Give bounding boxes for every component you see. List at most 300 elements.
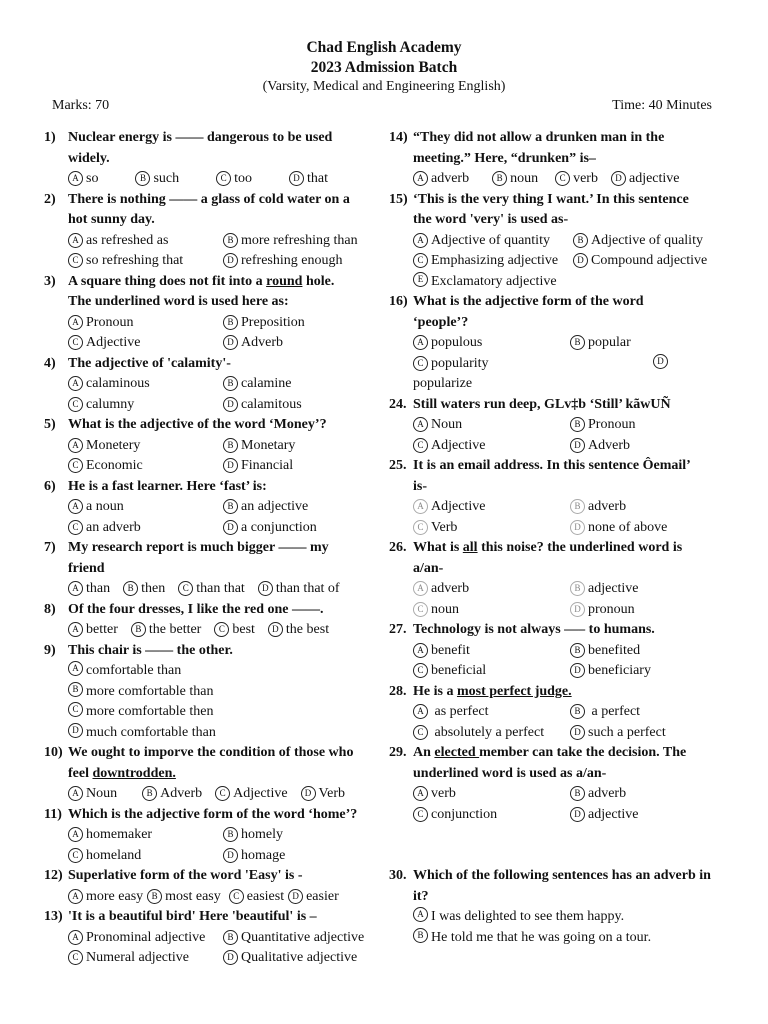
question-13: [44, 907, 378, 969]
question-text: He is a most perfect judge.: [413, 683, 572, 699]
options-row: [68, 374, 378, 395]
option[interactable]: C more comfortable then: [68, 702, 378, 723]
options-row: [68, 948, 378, 969]
option-marker: C: [413, 602, 428, 617]
option-marker: D: [223, 458, 238, 473]
option-marker: D: [301, 786, 316, 801]
underlined-word: round: [266, 273, 303, 289]
option[interactable]: A verb: [413, 784, 570, 805]
option[interactable]: D Qualitative adjective: [223, 948, 378, 969]
question-text: Still waters run deep, GLv‡b ‘Still’ kãwUÑ: [413, 396, 671, 412]
question-text: A square thing does not fit into a round hole. The underlined word is used here as:: [68, 273, 335, 309]
option[interactable]: B noun: [492, 169, 538, 190]
option[interactable]: C an adverb: [68, 518, 223, 539]
option-marker: C: [413, 520, 428, 535]
option-marker: D: [223, 950, 238, 965]
option[interactable]: A Adjective of quantity: [413, 231, 573, 252]
option[interactable]: A more easy: [68, 887, 143, 908]
option[interactable]: D calamitous: [223, 395, 378, 416]
option[interactable]: B the better: [131, 620, 201, 641]
underlined-word: most perfect judge.: [456, 683, 572, 699]
option[interactable]: A adverb: [413, 169, 469, 190]
option[interactable]: A as perfect: [413, 702, 570, 723]
question-text: What is all this noise? the underlined word is a/an-: [413, 540, 683, 576]
option[interactable]: C best: [214, 620, 255, 641]
option[interactable]: A Pronoun: [68, 313, 223, 334]
options-row: [413, 661, 727, 682]
option-marker: B: [68, 682, 83, 697]
option[interactable]: B most easy: [147, 887, 221, 908]
academy-title: Chad English Academy: [306, 39, 462, 56]
question-number: 13): [44, 909, 63, 924]
option-marker: C: [68, 253, 83, 268]
options-row: [68, 333, 378, 354]
option-marker: A: [413, 233, 428, 248]
option[interactable]: C too: [216, 169, 252, 190]
question-number: 6): [44, 478, 56, 494]
option-marker: D: [570, 725, 585, 740]
option-marker: A: [413, 581, 428, 596]
question-4: [44, 354, 378, 416]
option[interactable]: C Verb: [413, 518, 570, 539]
question-29: [389, 743, 727, 825]
option-marker: D: [653, 354, 668, 369]
question-text: Which is the adjective form of the word ‘home’?: [68, 806, 358, 822]
option[interactable]: B more refreshing than: [223, 231, 378, 252]
option-marker: D: [570, 663, 585, 678]
option[interactable]: A adverb: [413, 579, 570, 600]
option-marker: A: [68, 233, 83, 248]
options-row: [413, 805, 727, 826]
option[interactable]: C Emphasizing adjective: [413, 251, 573, 272]
option[interactable]: A Noun: [68, 784, 117, 805]
option[interactable]: A Noun: [413, 415, 570, 436]
question-text: What is the adjective of the word ‘Money’?: [68, 417, 327, 432]
option[interactable]: C calumny: [68, 395, 223, 416]
option-marker: A: [68, 786, 83, 801]
option-marker: C: [413, 807, 428, 822]
question-text: Technology is not always —– to humans.: [413, 622, 655, 637]
question-16: [389, 292, 727, 395]
option[interactable]: D easier: [288, 887, 339, 908]
question-text: My research report is much bigger —— my friend: [68, 540, 329, 576]
option[interactable]: A Monetery: [68, 436, 223, 457]
question-8: [44, 600, 378, 641]
option[interactable]: B Monetary: [223, 436, 378, 457]
options-row: [68, 887, 378, 908]
left-column: [44, 128, 378, 969]
option-marker: B: [492, 171, 507, 186]
options-row: [413, 497, 727, 518]
option[interactable]: B adjective: [570, 579, 727, 600]
option-marker: A: [68, 622, 83, 637]
option-marker: A: [68, 930, 83, 945]
option[interactable]: B popular: [570, 333, 727, 354]
option-marker: A: [68, 499, 83, 514]
question-text: ‘This is the very thing I want.’ In this sentence the word 'very' is used as-: [413, 191, 689, 227]
options-row: [413, 784, 727, 805]
options-row: [68, 497, 378, 518]
option[interactable]: A better: [68, 620, 118, 641]
options-row: [413, 333, 727, 354]
option[interactable]: D a conjunction: [223, 518, 378, 539]
option[interactable]: C Numeral adjective: [68, 948, 223, 969]
option-marker: D: [258, 581, 273, 596]
option-marker: A: [68, 661, 83, 676]
options-row: [413, 231, 727, 252]
option-marker: D: [570, 602, 585, 617]
option[interactable]: D adjective: [611, 169, 680, 190]
option[interactable]: D such a perfect: [570, 723, 727, 744]
question-text: The adjective of 'calamity'-: [68, 355, 231, 371]
option-marker: B: [570, 786, 585, 801]
option[interactable]: B an adjective: [223, 497, 378, 518]
options-row: [68, 169, 378, 190]
options-row: [68, 784, 378, 805]
option[interactable]: C popularity: [413, 354, 653, 375]
option[interactable]: B benefited: [570, 641, 727, 662]
option-marker: A: [68, 376, 83, 391]
option-marker: E: [413, 272, 428, 287]
question-10: [44, 743, 378, 805]
option-marker: A: [68, 827, 83, 842]
option-marker: B: [570, 499, 585, 514]
question-number: 27.: [389, 622, 407, 637]
option[interactable]: A than: [68, 579, 110, 600]
option[interactable]: A benefit: [413, 641, 570, 662]
question-text: This chair is —— the other.: [68, 642, 233, 658]
option[interactable]: C than that: [178, 579, 245, 600]
marks-label: Marks: 70: [52, 98, 110, 113]
option-marker: C: [68, 335, 83, 350]
option-marker: B: [131, 622, 146, 637]
option[interactable]: D homage: [223, 846, 378, 867]
option-marker: A: [413, 643, 428, 658]
options-row: [68, 436, 378, 457]
option[interactable]: C noun: [413, 600, 570, 621]
option-marker: A: [68, 581, 83, 596]
option[interactable]: A as refreshed as: [68, 231, 223, 252]
option[interactable]: D that: [289, 169, 328, 190]
question-26: [389, 538, 727, 620]
option-marker: D: [223, 848, 238, 863]
option[interactable]: B He told me that he was going on a tour.: [413, 928, 727, 949]
option[interactable]: A populous: [413, 333, 570, 354]
question-text: “They did not allow a drunken man in the meeting.” Here, “drunken” is–: [413, 130, 665, 166]
question-5: [44, 415, 378, 477]
option-marker: C: [413, 438, 428, 453]
exam-subtitle: (Varsity, Medical and Engineering English): [262, 79, 506, 94]
question-number: 26.: [389, 540, 407, 555]
right-column: [389, 128, 727, 948]
option[interactable]: B Quantitative adjective: [223, 928, 378, 949]
option[interactable]: A homemaker: [68, 825, 223, 846]
option-marker: B: [570, 581, 585, 596]
options-row: [413, 702, 727, 723]
option[interactable]: C easiest: [229, 887, 284, 908]
option-marker: D: [573, 253, 588, 268]
option[interactable]: B more comfortable than: [68, 682, 378, 703]
option-marker: A: [413, 499, 428, 514]
question-text: Of the four dresses, I like the red one ——.: [68, 601, 324, 617]
option-marker: B: [223, 315, 238, 330]
option-marker: D: [570, 520, 585, 535]
option[interactable]: D Financial: [223, 456, 378, 477]
option[interactable]: D pronoun: [570, 600, 727, 621]
option-marker: D: [223, 335, 238, 350]
option-marker: B: [570, 335, 585, 350]
option[interactable]: D Adverb: [570, 436, 727, 457]
option[interactable]: D Compound adjective: [573, 251, 707, 272]
options-row: [68, 579, 378, 600]
option-marker: B: [573, 233, 588, 248]
option[interactable]: C beneficial: [413, 661, 570, 682]
option[interactable]: C Adjective: [413, 436, 570, 457]
question-number: 1): [44, 130, 56, 145]
options-row: [68, 518, 378, 539]
option[interactable]: B Adverb: [142, 784, 202, 805]
option-marker: C: [413, 663, 428, 678]
option-marker: B: [147, 889, 162, 904]
question-text: There is nothing —— a glass of cold water on a hot sunny day.: [68, 191, 350, 227]
question-1: [44, 128, 378, 190]
question-number: 8): [44, 601, 56, 617]
option[interactable]: D much comfortable than: [68, 723, 378, 744]
option[interactable]: B Adjective of quality: [573, 231, 703, 252]
option-marker: A: [68, 438, 83, 453]
option-marker: D: [611, 171, 626, 186]
time-label: Time: 40 Minutes: [612, 98, 712, 113]
question-2: [44, 190, 378, 272]
option[interactable]: D Verb: [301, 784, 345, 805]
option[interactable]: C verb: [555, 169, 598, 190]
option-marker: B: [223, 233, 238, 248]
option-marker: C: [68, 520, 83, 535]
option-marker: C: [68, 950, 83, 965]
option[interactable]: C Economic: [68, 456, 223, 477]
question-number: 25.: [389, 458, 407, 473]
options-row: [68, 846, 378, 867]
option-marker: C: [68, 702, 83, 717]
option-marker: D: [570, 438, 585, 453]
option-marker: C: [216, 171, 231, 186]
batch-title: 2023 Admission Batch: [310, 59, 458, 76]
option-marker: D: [68, 723, 83, 738]
options-row: [413, 415, 727, 436]
option-marker: B: [223, 827, 238, 842]
option[interactable]: B adverb: [570, 497, 727, 518]
question-number: 10): [44, 745, 63, 760]
option-marker: D: [289, 171, 304, 186]
option-marker: A: [68, 315, 83, 330]
question-number: 9): [44, 642, 56, 658]
option-marker: C: [413, 725, 428, 740]
question-number: 16): [389, 294, 408, 309]
option[interactable]: C conjunction: [413, 805, 570, 826]
question-number: 2): [44, 191, 56, 207]
options-row: [68, 231, 378, 252]
question-6: [44, 477, 378, 539]
question-text: Which of the following sentences has an adverb in it?: [413, 868, 711, 904]
option[interactable]: D none of above: [570, 518, 727, 539]
option[interactable]: D refreshing enough: [223, 251, 378, 272]
option-marker: D: [570, 807, 585, 822]
options-row: [413, 600, 727, 621]
options-row: [413, 579, 727, 600]
option-marker: A: [413, 786, 428, 801]
option[interactable]: popularize: [413, 376, 473, 391]
option-marker: B: [570, 417, 585, 432]
option-marker: A: [413, 907, 428, 922]
option[interactable]: B adverb: [570, 784, 727, 805]
options-row: [68, 928, 378, 949]
option-marker: D: [268, 622, 283, 637]
option-marker: B: [570, 704, 585, 719]
option[interactable]: D Adverb: [223, 333, 378, 354]
option[interactable]: B Pronoun: [570, 415, 727, 436]
options-row: [413, 518, 727, 539]
question-28: [389, 682, 727, 744]
question-number: 24.: [389, 396, 407, 412]
options-row: [413, 641, 727, 662]
option-marker: A: [68, 171, 83, 186]
options-row: [413, 354, 727, 375]
question-text: 'It is a beautiful bird' Here 'beautiful' is –: [68, 909, 317, 924]
option[interactable]: B such: [135, 169, 179, 190]
option-marker: C: [555, 171, 570, 186]
option-marker: B: [135, 171, 150, 186]
option-marker: B: [223, 499, 238, 514]
option-marker: B: [123, 581, 138, 596]
underlined-word: all: [462, 540, 478, 555]
options-row: [413, 723, 727, 744]
option-marker: A: [413, 171, 428, 186]
options-row: [413, 251, 727, 272]
question-number: 29.: [389, 745, 407, 760]
option-marker: C: [68, 397, 83, 412]
option[interactable]: A Adjective: [413, 497, 570, 518]
option-marker: C: [68, 458, 83, 473]
option-marker: D: [223, 253, 238, 268]
options-row: [68, 620, 378, 641]
question-number: 30.: [389, 868, 407, 883]
question-24: [389, 395, 727, 457]
question-text: Superlative form of the word 'Easy' is -: [68, 868, 303, 883]
exam-header: [0, 38, 768, 96]
question-14: [389, 128, 727, 190]
option-marker: B: [413, 928, 428, 943]
option[interactable]: A I was delighted to see them happy.: [413, 907, 727, 928]
option-marker: B: [223, 438, 238, 453]
question-text: It is an email address. In this sentence Ôemail’ is-: [413, 458, 691, 494]
question-number: 7): [44, 540, 56, 555]
option[interactable]: A Pronominal adjective: [68, 928, 223, 949]
option[interactable]: C absolutely a perfect: [413, 723, 570, 744]
option-marker: C: [178, 581, 193, 596]
options-row: [68, 251, 378, 272]
option-marker: A: [413, 417, 428, 432]
question-number: 11): [44, 806, 62, 822]
option-marker: B: [223, 930, 238, 945]
question-11: [44, 805, 378, 867]
question-12: [44, 866, 378, 907]
option-marker: D: [288, 889, 303, 904]
option[interactable]: A a noun: [68, 497, 223, 518]
option[interactable]: C Adjective: [68, 333, 223, 354]
options-row: [413, 436, 727, 457]
option-marker: C: [229, 889, 244, 904]
option-marker: B: [570, 643, 585, 658]
underlined-word: elected: [434, 745, 480, 760]
question-text: We ought to imporve the condition of those who feel downtrodden.: [68, 745, 354, 781]
option[interactable]: D adjective: [570, 805, 727, 826]
question-3: [44, 272, 378, 354]
option-marker: D: [223, 520, 238, 535]
options-row: [68, 395, 378, 416]
underlined-word: downtrodden.: [92, 765, 176, 781]
option-marker: C: [413, 356, 428, 371]
option-marker: A: [413, 335, 428, 350]
option-marker: C: [215, 786, 230, 801]
option[interactable]: A so: [68, 169, 98, 190]
option[interactable]: D the best: [268, 620, 329, 641]
option-marker: A: [413, 704, 428, 719]
options-row: [413, 169, 727, 190]
question-number: 28.: [389, 683, 407, 699]
options-row: [68, 456, 378, 477]
question-text: An elected member can take the decision. The underlined word is used as a/an-: [413, 745, 687, 781]
question-27: [389, 620, 727, 682]
question-number: 15): [389, 191, 408, 207]
options-row: [68, 825, 378, 846]
option[interactable]: E Exclamatory adjective: [413, 272, 727, 293]
option[interactable]: C Adjective: [215, 784, 287, 805]
option-marker: C: [68, 848, 83, 863]
option[interactable]: C homeland: [68, 846, 223, 867]
option-marker: B: [142, 786, 157, 801]
question-number: 14): [389, 130, 408, 145]
options-row: [68, 313, 378, 334]
question-number: 3): [44, 273, 56, 289]
question-number: 4): [44, 355, 56, 371]
option-marker: A: [68, 889, 83, 904]
option[interactable]: A comfortable than: [68, 661, 378, 682]
option[interactable]: D beneficiary: [570, 661, 727, 682]
question-number: 5): [44, 417, 56, 432]
question-9: [44, 641, 378, 744]
option[interactable]: B homely: [223, 825, 378, 846]
option[interactable]: D than that of: [258, 579, 340, 600]
option[interactable]: B then: [123, 579, 165, 600]
option[interactable]: C so refreshing that: [68, 251, 223, 272]
question-30: [389, 866, 727, 948]
option[interactable]: B Preposition: [223, 313, 378, 334]
question-text: What is the adjective form of the word ‘people’?: [413, 294, 644, 330]
question-7: [44, 538, 378, 600]
option[interactable]: B a perfect: [570, 702, 727, 723]
option-marker: D: [223, 397, 238, 412]
question-text: Nuclear energy is —— dangerous to be used widely.: [68, 130, 333, 166]
option-marker: B: [223, 376, 238, 391]
option-marker: C: [413, 253, 428, 268]
question-text: He is a fast learner. Here ‘fast’ is:: [68, 478, 267, 494]
option[interactable]: B calamine: [223, 374, 378, 395]
question-number: 12): [44, 868, 63, 883]
option[interactable]: A calaminous: [68, 374, 223, 395]
question-15: [389, 190, 727, 293]
option-marker: C: [214, 622, 229, 637]
question-25: [389, 456, 727, 538]
